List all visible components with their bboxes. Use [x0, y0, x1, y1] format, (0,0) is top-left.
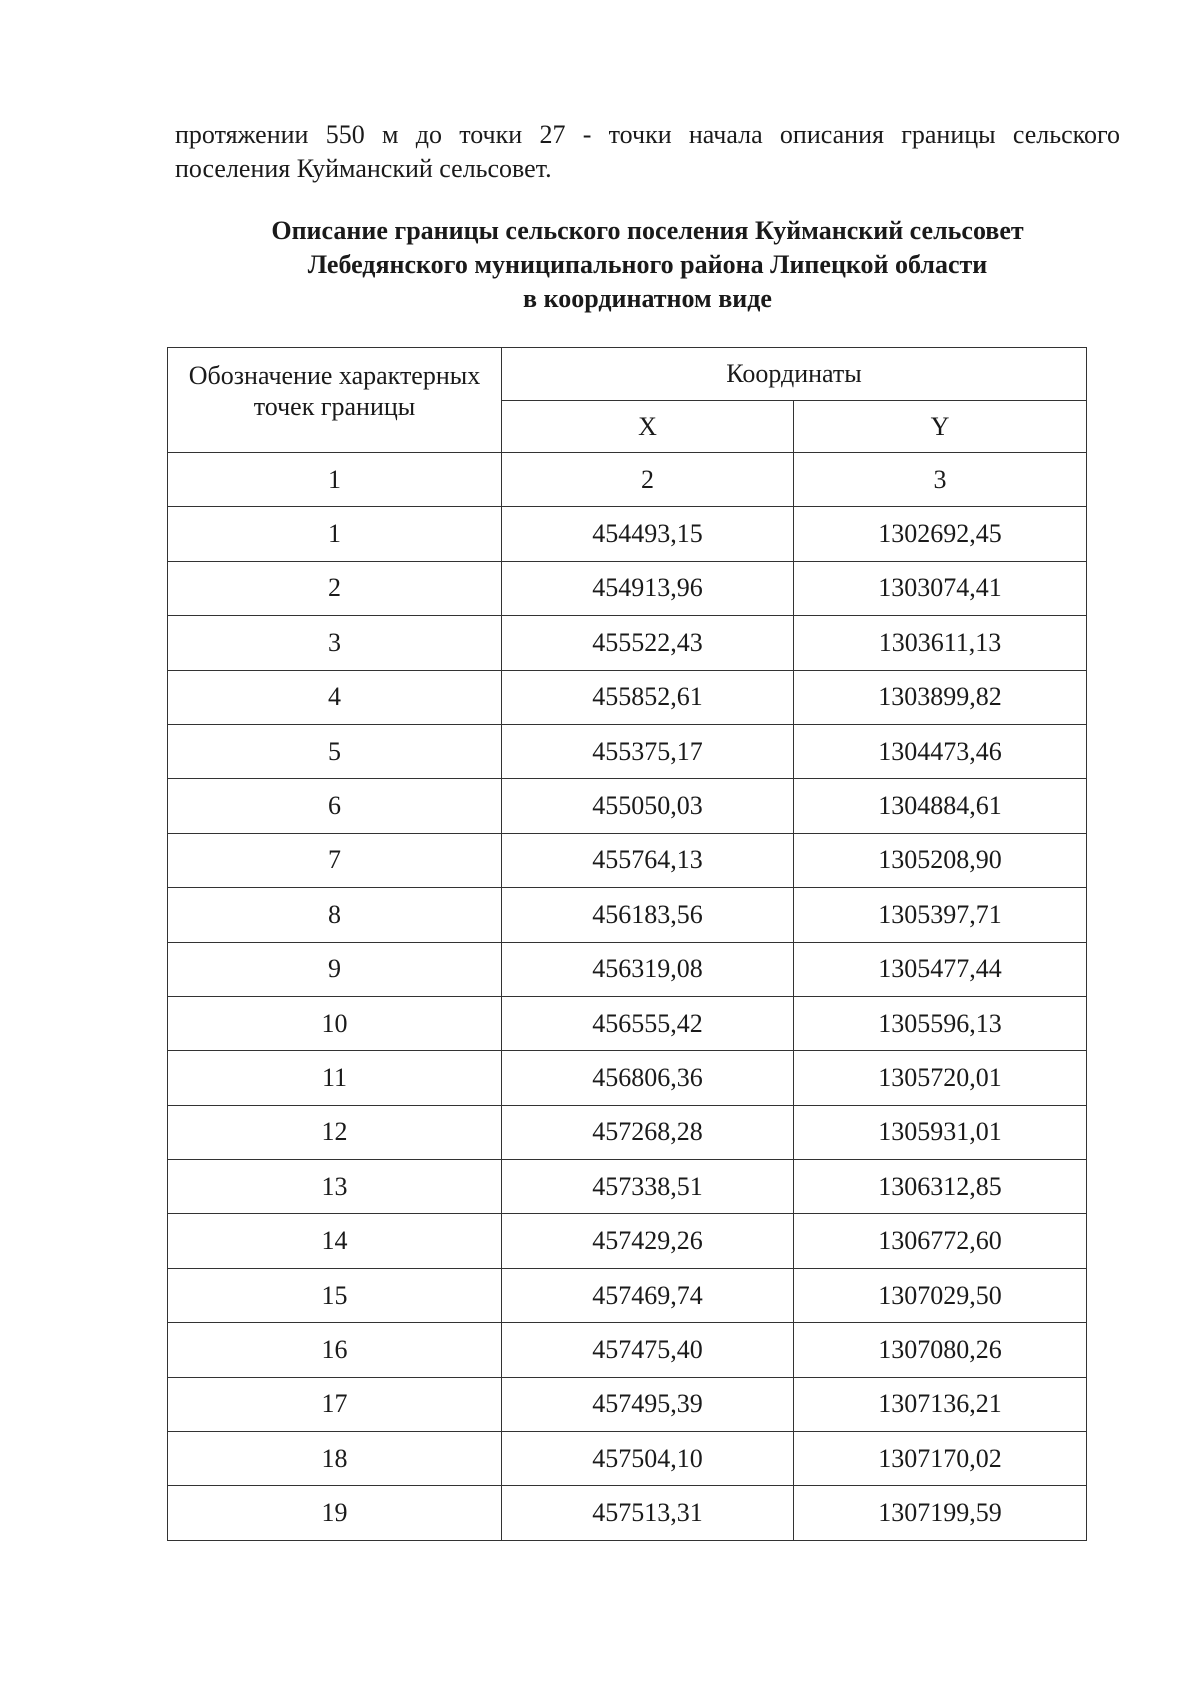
- x-coordinate-cell: 457504,10: [502, 1432, 794, 1486]
- x-coordinate-cell: 457513,31: [502, 1486, 794, 1540]
- point-number-cell: 13: [168, 1160, 502, 1214]
- point-number-cell: 5: [168, 724, 502, 778]
- y-coordinate-cell: 1307136,21: [794, 1377, 1087, 1431]
- point-number-cell: 14: [168, 1214, 502, 1268]
- point-number-cell: 3: [168, 616, 502, 670]
- point-number-cell: 11: [168, 1051, 502, 1105]
- column-number: 3: [794, 453, 1087, 507]
- column-number: 1: [168, 453, 502, 507]
- point-number-cell: 1: [168, 507, 502, 561]
- x-coordinate-cell: 456806,36: [502, 1051, 794, 1105]
- x-coordinate-cell: 457475,40: [502, 1323, 794, 1377]
- y-coordinate-cell: 1305720,01: [794, 1051, 1087, 1105]
- table-row: [168, 724, 1087, 778]
- table-row: [168, 1432, 1087, 1486]
- point-number-cell: 7: [168, 833, 502, 887]
- x-coordinate-cell: 457268,28: [502, 1105, 794, 1159]
- point-number-cell: 10: [168, 996, 502, 1050]
- table-row: [168, 1214, 1087, 1268]
- y-coordinate-cell: 1307080,26: [794, 1323, 1087, 1377]
- table-row: [168, 996, 1087, 1050]
- intro-line-2: поселения Куйманский сельсовет.: [175, 154, 552, 183]
- table-row: [168, 1486, 1087, 1540]
- intro-paragraph: [175, 118, 1120, 186]
- y-coordinate-cell: 1303074,41: [794, 561, 1087, 615]
- y-coordinate-cell: 1307029,50: [794, 1268, 1087, 1322]
- x-coordinate-cell: 457495,39: [502, 1377, 794, 1431]
- header-coordinates: Координаты: [502, 348, 1087, 401]
- x-coordinate-cell: 455375,17: [502, 724, 794, 778]
- y-coordinate-cell: 1305477,44: [794, 942, 1087, 996]
- header-x: X: [502, 401, 794, 453]
- table-row: [168, 616, 1087, 670]
- point-number-cell: 2: [168, 561, 502, 615]
- intro-line-1: протяжении 550 м до точки 27 - точки начала описания границы сельского: [175, 120, 1120, 149]
- heading-line-3: в координатном виде: [523, 284, 772, 313]
- y-coordinate-cell: 1305596,13: [794, 996, 1087, 1050]
- table-row: [168, 1105, 1087, 1159]
- table-row: [168, 1051, 1087, 1105]
- x-coordinate-cell: 457429,26: [502, 1214, 794, 1268]
- y-coordinate-cell: 1305931,01: [794, 1105, 1087, 1159]
- coordinates-table: [167, 347, 1087, 1541]
- table-row: [168, 561, 1087, 615]
- x-coordinate-cell: 456555,42: [502, 996, 794, 1050]
- point-number-cell: 15: [168, 1268, 502, 1322]
- y-coordinate-cell: 1302692,45: [794, 507, 1087, 561]
- y-coordinate-cell: 1305208,90: [794, 833, 1087, 887]
- x-coordinate-cell: 456183,56: [502, 888, 794, 942]
- table-row: [168, 942, 1087, 996]
- x-coordinate-cell: 455852,61: [502, 670, 794, 724]
- table-row: [168, 1377, 1087, 1431]
- table-row: [168, 670, 1087, 724]
- table-row: [168, 833, 1087, 887]
- x-coordinate-cell: 455764,13: [502, 833, 794, 887]
- point-number-cell: 17: [168, 1377, 502, 1431]
- y-coordinate-cell: 1307199,59: [794, 1486, 1087, 1540]
- y-coordinate-cell: 1306772,60: [794, 1214, 1087, 1268]
- column-number-row: [168, 453, 1087, 507]
- x-coordinate-cell: 455522,43: [502, 616, 794, 670]
- y-coordinate-cell: 1303899,82: [794, 670, 1087, 724]
- point-number-cell: 6: [168, 779, 502, 833]
- table-row: [168, 1160, 1087, 1214]
- y-coordinate-cell: 1303611,13: [794, 616, 1087, 670]
- y-coordinate-cell: 1307170,02: [794, 1432, 1087, 1486]
- y-coordinate-cell: 1304473,46: [794, 724, 1087, 778]
- y-coordinate-cell: 1306312,85: [794, 1160, 1087, 1214]
- point-number-cell: 16: [168, 1323, 502, 1377]
- x-coordinate-cell: 454493,15: [502, 507, 794, 561]
- table-row: [168, 1323, 1087, 1377]
- header-point-designation: Обозначение характерных точек границы: [168, 348, 502, 453]
- y-coordinate-cell: 1305397,71: [794, 888, 1087, 942]
- header-y: Y: [794, 401, 1087, 453]
- y-coordinate-cell: 1304884,61: [794, 779, 1087, 833]
- heading-line-1: Описание границы сельского поселения Куйманский сельсовет: [271, 216, 1024, 245]
- point-number-cell: 8: [168, 888, 502, 942]
- table-row: [168, 888, 1087, 942]
- x-coordinate-cell: 457338,51: [502, 1160, 794, 1214]
- point-number-cell: 19: [168, 1486, 502, 1540]
- heading-line-2: Лебедянского муниципального района Липецкой области: [307, 250, 988, 279]
- table-row: [168, 779, 1087, 833]
- table-row: [168, 507, 1087, 561]
- x-coordinate-cell: 456319,08: [502, 942, 794, 996]
- document-heading: [175, 214, 1120, 316]
- x-coordinate-cell: 455050,03: [502, 779, 794, 833]
- x-coordinate-cell: 454913,96: [502, 561, 794, 615]
- point-number-cell: 9: [168, 942, 502, 996]
- point-number-cell: 12: [168, 1105, 502, 1159]
- column-number: 2: [502, 453, 794, 507]
- point-number-cell: 4: [168, 670, 502, 724]
- table-row: [168, 1268, 1087, 1322]
- point-number-cell: 18: [168, 1432, 502, 1486]
- x-coordinate-cell: 457469,74: [502, 1268, 794, 1322]
